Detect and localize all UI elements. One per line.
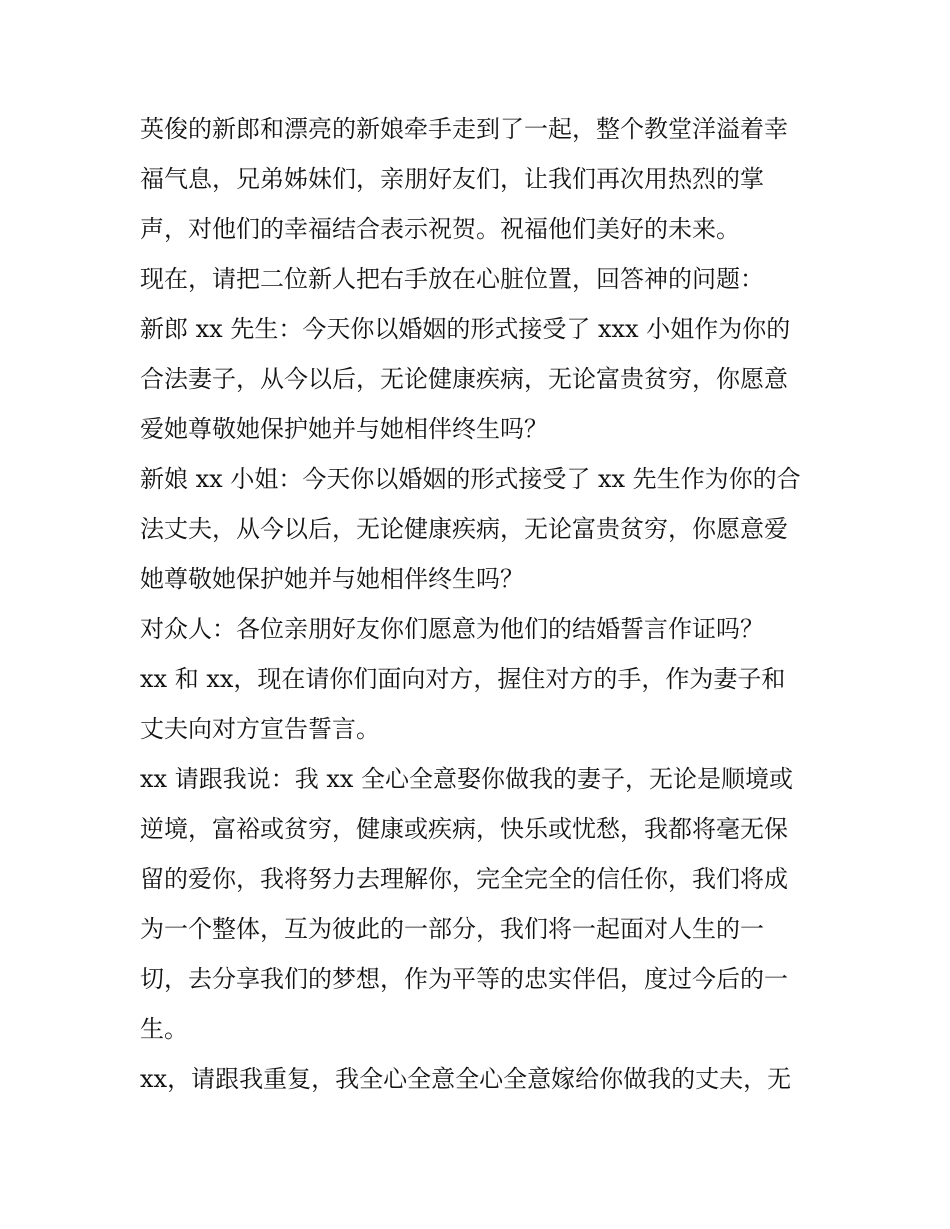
text-line: 爱她尊敬她保护她并与她相伴终生吗？: [140, 415, 548, 443]
text-line: 福气息，兄弟姊妹们，亲朋好友们，让我们再次用热烈的掌: [140, 165, 764, 193]
text-line: 留的爱你，我将努力去理解你，完全完全的信任你，我们将成: [140, 865, 788, 893]
document-body: [140, 104, 820, 1104]
text-line: 丈夫向对方宣告誓言。: [140, 715, 380, 743]
text-line: 新郎 xx 先生：今天你以婚姻的形式接受了 xxx 小姐作为你的: [140, 315, 791, 343]
text-line: 合法妻子，从今以后，无论健康疾病，无论富贵贫穷，你愿意: [140, 365, 788, 393]
text-line: 现在，请把二位新人把右手放在心脏位置，回答神的问题：: [140, 265, 764, 293]
text-line: xx 和 xx，现在请你们面向对方，握住对方的手，作为妻子和: [140, 665, 786, 693]
text-line: xx，请跟我重复，我全心全意全心全意嫁给你做我的丈夫，无: [140, 1065, 792, 1093]
text-line: 法丈夫，从今以后，无论健康疾病，无论富贵贫穷，你愿意爱: [140, 515, 788, 543]
text-line: 她尊敬她保护她并与她相伴终生吗？: [140, 565, 524, 593]
text-line: xx 请跟我说：我 xx 全心全意娶你做我的妻子，无论是顺境或: [140, 765, 794, 793]
text-line: 新娘 xx 小姐：今天你以婚姻的形式接受了 xx 先生作为你的合: [140, 465, 801, 493]
text-line: 声，对他们的幸福结合表示祝贺。祝福他们美好的未来。: [140, 215, 740, 243]
text-line: 切，去分享我们的梦想，作为平等的忠实伴侣，度过今后的一: [140, 965, 788, 993]
text-line: 为一个整体，互为彼此的一部分，我们将一起面对人生的一: [140, 915, 764, 943]
text-line: 生。: [140, 1015, 188, 1043]
text-line: 对众人：各位亲朋好友你们愿意为他们的结婚誓言作证吗？: [140, 615, 764, 643]
text-line: 英俊的新郎和漂亮的新娘牵手走到了一起，整个教堂洋溢着幸: [140, 115, 788, 143]
text-line: 逆境，富裕或贫穷，健康或疾病，快乐或忧愁，我都将毫无保: [140, 815, 788, 843]
